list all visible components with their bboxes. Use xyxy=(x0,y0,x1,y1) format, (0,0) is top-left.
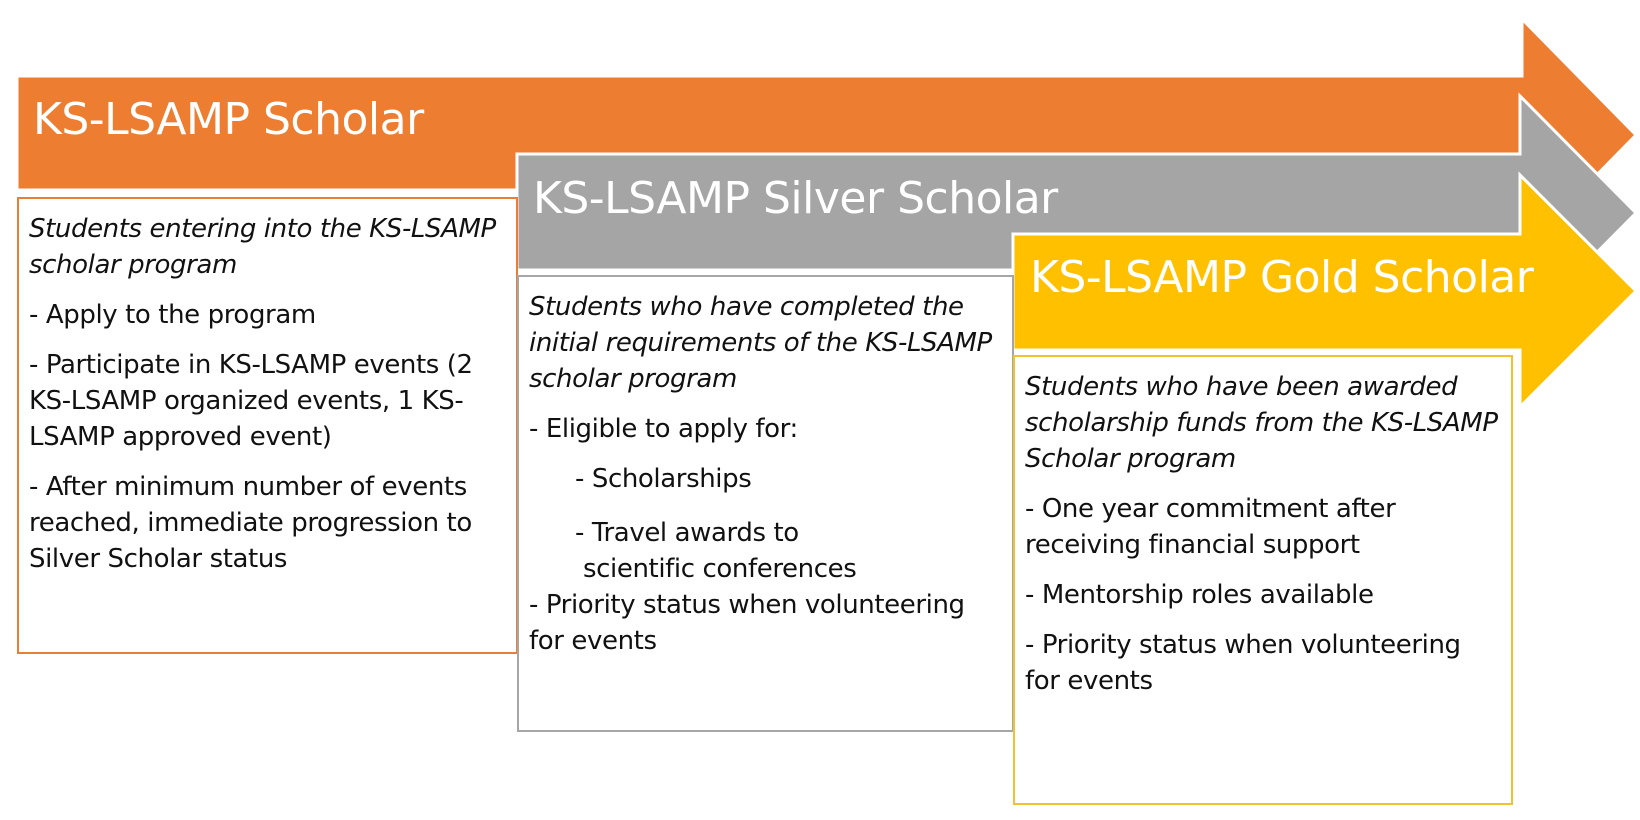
requirement-item: - Apply to the program xyxy=(29,300,316,330)
bronze-tier-details xyxy=(17,197,518,654)
benefit-item: - Priority status when volunteering for events xyxy=(529,590,965,656)
benefit-subitem-continuation: scientific conferences xyxy=(583,554,857,584)
silver-tier-details xyxy=(517,275,1014,732)
tier-description: Students who have been awarded scholarship funds from the KS-LSAMP Scholar program xyxy=(1025,372,1498,474)
tier-description: Students who have completed the initial requirements of the KS-LSAMP scholar program xyxy=(529,292,992,394)
requirement-item: - Participate in KS-LSAMP events (2 KS-LSAMP organized events, 1 KS-LSAMP approved event) xyxy=(29,350,473,452)
benefit-subitem xyxy=(529,515,1002,587)
benefit-item: - Priority status when volunteering for events xyxy=(1025,630,1461,696)
gold-tier-title: KS-LSAMP Gold Scholar xyxy=(1030,252,1534,303)
benefit-subitem-text: - Travel awards to xyxy=(575,518,799,548)
benefit-item: - Eligible to apply for: xyxy=(529,414,798,444)
bronze-tier-title: KS-LSAMP Scholar xyxy=(33,94,424,145)
gold-tier-details xyxy=(1013,355,1513,805)
tier-description: Students entering into the KS-LSAMP scholar program xyxy=(29,214,496,280)
benefit-subitem: - Scholarships xyxy=(575,464,752,494)
requirement-item: - After minimum number of events reached, immediate progression to Silver Scholar status xyxy=(29,472,472,574)
benefit-item: - One year commitment after receiving financial support xyxy=(1025,494,1396,560)
silver-tier-title: KS-LSAMP Silver Scholar xyxy=(533,173,1058,224)
benefit-item: - Mentorship roles available xyxy=(1025,580,1374,610)
